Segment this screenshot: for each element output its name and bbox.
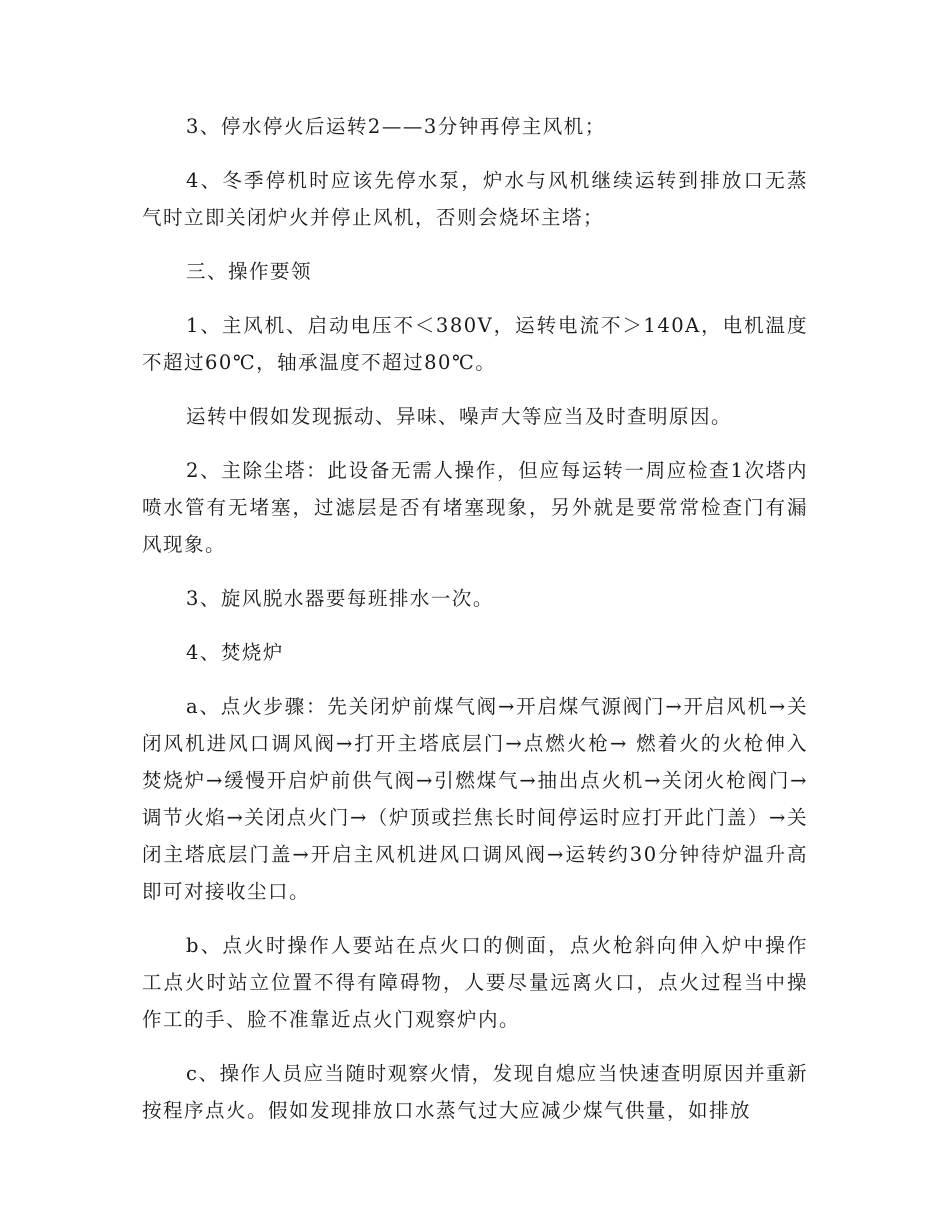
paragraph-fault-check: 运转中假如发现振动、异味、噪声大等应当及时查明原因。 xyxy=(186,405,733,428)
document-body xyxy=(142,108,808,1146)
paragraph-incinerator-heading: 4、焚烧炉 xyxy=(186,641,284,664)
paragraph-cyclone-dehydrator: 3、旋风脱水器要每班排水一次。 xyxy=(186,587,494,610)
paragraph-main-fan: 1、主风机、启动电压不＜380V，运转电流不＞140A，电机温度不超过60℃，轴承温度不超过80℃。 xyxy=(142,314,808,374)
paragraph-fire-monitoring: c、操作人员应当随时观察火情，发现自熄应当快速查明原因并重新按程序点火。假如发现排放口水蒸气过大应减少煤气供量，如排放 xyxy=(142,1062,808,1122)
paragraph-dust-tower: 2、主除尘塔：此设备无需人操作，但应每运转一周应检查1次塔内喷水管有无堵塞，过滤层是否有堵塞现象，另外就是要常常检查门有漏风现象。 xyxy=(142,459,808,556)
paragraph-stop-sequence: 3、停水停火后运转2——3分钟再停主风机； xyxy=(186,115,606,138)
paragraph-winter-shutdown: 4、冬季停机时应该先停水泵，炉水与风机继续运转到排放口无蒸气时立即关闭炉火并停止风机，否则会烧坏主塔； xyxy=(142,169,808,229)
section-heading-operation-essentials: 三、操作要领 xyxy=(186,260,313,283)
paragraph-ignition-steps: a、点火步骤：先关闭炉前煤气阀→开启煤气源阀门→开启风机→关闭风机进风口调风阀→打开主塔底层门→点燃火枪→ 燃着火的火枪伸入焚烧炉→缓慢开启炉前供气阀→引燃煤气→抽出点火机→关闭火枪阀门→调节火焰→关闭点火门→（炉顶或拦焦长时间停运时应打开此门盖）→关闭主塔底层门盖→开启主风机进风口调风阀→运转约30分钟待炉温升高即可对接收尘口。 xyxy=(142,695,808,903)
paragraph-ignition-safety: b、点火时操作人要站在点火口的侧面，点火枪斜向伸入炉中操作工点火时站立位置不得有障碍物，人要尽量远离火口，点火过程当中操作工的手、脸不准靠近点火门观察炉内。 xyxy=(142,934,808,1031)
